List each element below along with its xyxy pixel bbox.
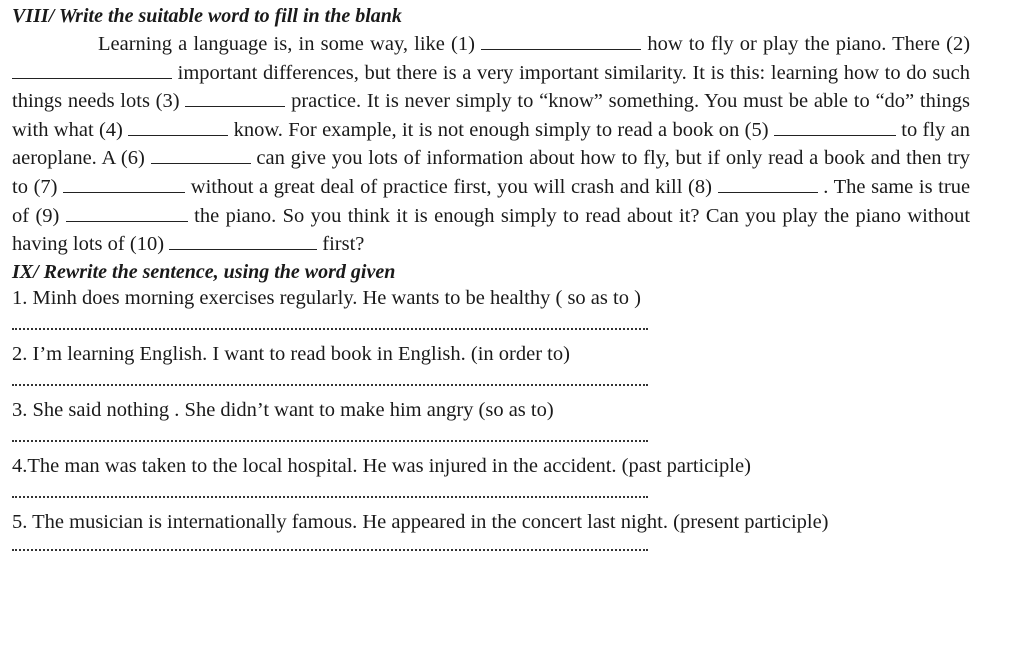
blank-2[interactable] xyxy=(12,61,172,79)
paragraph-segment-8: without a great deal of practice first, you will crash and kill (8) xyxy=(190,175,712,198)
rewrite-item-2: 2. I’m learning English. I want to read book in English. (in order to) xyxy=(12,342,570,365)
blank-8[interactable] xyxy=(718,175,818,193)
answer-line-1[interactable] xyxy=(12,328,648,330)
paragraph-segment-6: to fly an aeroplane. A (6) xyxy=(12,118,970,170)
section-9-heading: IX/ Rewrite the sentence, using the word given xyxy=(12,260,396,283)
paragraph-segment-7: can give you lots of information about how to fly, but if only read a book and then try to (7) xyxy=(12,147,971,198)
paragraph-segment-11: first? xyxy=(322,233,365,256)
rewrite-item-5: 5. The musician is internationally famous. He appeared in the concert last night. (present participle) xyxy=(12,510,829,533)
blank-3[interactable] xyxy=(185,89,285,107)
blank-10[interactable] xyxy=(169,232,317,250)
answer-line-5[interactable] xyxy=(12,549,648,551)
blank-5[interactable] xyxy=(774,118,896,136)
blank-4[interactable] xyxy=(128,118,228,136)
blank-9[interactable] xyxy=(66,204,188,222)
paragraph-segment-1: Learning a language is, in some way, like (1) xyxy=(98,33,475,55)
paragraph-segment-4: practice. It is never simply to “know” something. You must be able to “do” things with what (4) xyxy=(12,90,971,141)
blank-7[interactable] xyxy=(63,175,185,193)
answer-line-4[interactable] xyxy=(12,496,648,498)
section-8-paragraph xyxy=(12,30,970,259)
worksheet-page xyxy=(12,4,970,562)
rewrite-item-4: 4.The man was taken to the local hospital. He was injured in the accident. (past participle) xyxy=(12,454,751,477)
section-8-heading: VIII/ Write the suitable word to fill in the blank xyxy=(12,5,402,27)
paragraph-segment-9: . The same is true of (9) xyxy=(12,175,971,227)
blank-1[interactable] xyxy=(481,32,641,50)
answer-line-2[interactable] xyxy=(12,384,648,386)
rewrite-item-3: 3. She said nothing . She didn’t want to make him angry (so as to) xyxy=(12,398,554,421)
blank-6[interactable] xyxy=(151,146,251,164)
paragraph-segment-2: how to fly or play the piano. There (2) xyxy=(647,33,971,55)
rewrite-item-1: 1. Minh does morning exercises regularly. He wants to be healthy ( so as to ) xyxy=(12,286,641,309)
paragraph-segment-10: the piano. So you think it is enough simply to read about it? Can you play the piano without having lots of (10) xyxy=(12,204,971,256)
paragraph-segment-3: important differences, but there is a very important similarity. It is this: learning how to do such things needs lots (3) xyxy=(12,61,970,113)
paragraph-segment-5: know. For example, it is not enough simply to read a book on (5) xyxy=(233,118,769,141)
answer-line-3[interactable] xyxy=(12,440,648,442)
